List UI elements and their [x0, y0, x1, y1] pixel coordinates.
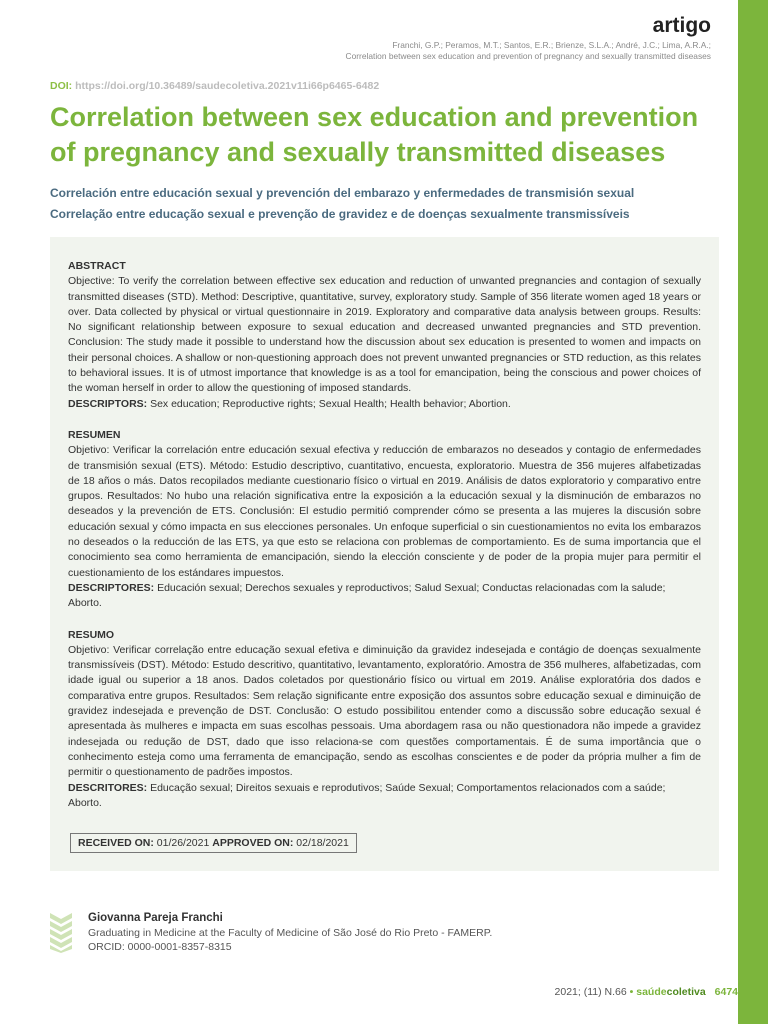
running-header	[346, 12, 711, 62]
dates-box	[70, 833, 357, 853]
title-portuguese: Correlação entre educação sexual e prevenção de gravidez e de doenças sexualmente transmissíveis	[50, 207, 630, 221]
descriptors-label: DESCRIPTORS:	[68, 397, 148, 410]
section-label: artigo	[652, 14, 711, 37]
abstract-section	[68, 259, 701, 412]
chevron-pattern-icon	[50, 913, 72, 953]
resumen-descriptors	[68, 581, 701, 612]
page-number: 6474	[714, 986, 738, 998]
author-name: Giovanna Pareja Franchi	[88, 912, 223, 924]
resumen-body: Objetivo: Verificar la correlación entre educación sexual efectiva y reducción de embarazos no deseados y contagio de enfermedades de transmisión sexual (ETS). Método: Estudio descriptivo, cuantitativo, encuesta, exploratorio. Muestra de 356 mujeres alfabetizadas de 18 años o más. Datos recopilados mediante cuestionario físico o virtual en 2019. Análisis de datos exploratorio y comparativo entre grupos. Resultados: No hubo una relación significativa entre la exposición a la educación sexual y la disminución de embarazos no deseados y la prevención de ETS. Conclusión: El estudio permitió comprender cómo se presenta a las mujeres la discusión sobre educación sexual y cómo impacta en sus elecciones personales. Un enfoque superficial o sin cuestionamientos no evita los embarazos no deseados o la reducción de las ETS, ya que esto se relaciona con problemas de comportamiento. Es de suma importancia que el conocimiento sea como herramienta de emancipación, siendo la elección consciente y de poder de la propia mujer para permitir el cuestionamiento de los estándares impuestos.	[68, 444, 701, 579]
resumo-descriptors	[68, 781, 701, 812]
author-info	[88, 910, 708, 954]
doi-line	[50, 80, 379, 92]
descriptores-text: Educación sexual; Derechos sexuales y reproductivos; Salud Sexual; Conductas relacionadas com la salude; Aborto.	[68, 581, 666, 610]
issue-info: 2021; (11) N.66	[554, 986, 627, 998]
received-date: 01/26/2021	[156, 837, 210, 849]
page-footer	[555, 986, 738, 998]
abstract-heading: ABSTRACT	[68, 260, 126, 272]
resumen-section	[68, 428, 701, 612]
doi-label: DOI:	[50, 80, 73, 92]
abstract-box	[50, 237, 719, 871]
footer-bullet: •	[629, 986, 634, 998]
approved-label: APPROVED ON:	[212, 837, 294, 849]
side-accent-bar	[738, 0, 768, 1024]
approved-date: 02/18/2021	[296, 837, 349, 849]
descriptores-label: DESCRIPTORES:	[68, 581, 155, 594]
resumo-body: Objetivo: Verificar correlação entre educação sexual efetiva e diminuição da gravidez indesejada e contágio de doenças sexualmente transmissíveis (DST). Método: Estudo descritivo, quantitativo, levantamento, exploratório. Amostra de 356 mulheres, alfabetizadas, com idade igual ou superior a 18 anos. Dados coletados por questionário físico ou virtual em 2019. Análise exploratória dos dados e comparativa entre grupos. Resultados: Sem relação significante entre exposição dos assuntos sobre educação sexual e diminuição de gravidez indesejada e prevenção de DST. Conclusão: O estudo possibilitou entender como a discussão sobre educação sexual é apresentada às mulheres e impacta em suas escolhas pessoais. Uma abordagem rasa ou não questionadora não impede a gravidez indesejada ou redução de DST, dado que isso relaciona-se com questões comportamentais. É de suma importância que o conhecimento esteja como uma ferramenta de emancipação, sendo as escolhas conscientes e de poder da própria mulher a fim de permitir o questionamento de padrões impostos.	[68, 643, 701, 779]
running-authors: Franchi, G.P.; Peramos, M.T.; Santos, E.R.; Brienze, S.L.A.; André, J.C.; Lima, A.R.A.;	[392, 40, 711, 50]
descriptors-text: Sex education; Reproductive rights; Sexual Health; Health behavior; Abortion.	[150, 397, 511, 410]
resumo-section	[68, 628, 701, 812]
abstract-descriptors	[68, 397, 701, 412]
running-title: Correlation between sex education and prevention of pregnancy and sexually transmitted diseases	[345, 51, 711, 61]
author-affiliation: Graduating in Medicine at the Faculty of Medicine of São José do Rio Preto - FAMERP.	[88, 927, 493, 939]
descritores-label: DESCRITORES:	[68, 781, 148, 794]
author-orcid: ORCID: 0000-0001-8357-8315	[88, 941, 232, 953]
doi-link[interactable]: https://doi.org/10.36489/saudecoletiva.2021v11i66p6465-6482	[75, 80, 380, 92]
resumo-heading: RESUMO	[68, 628, 115, 641]
journal-name-part2: coletiva	[666, 986, 706, 998]
article-title: Correlation between sex education and prevention of pregnancy and sexually transmitted diseases	[50, 102, 699, 167]
abstract-body: Objective: To verify the correlation between effective sex education and reduction of unwanted pregnancies and contagion of sexually transmitted diseases (STD). Method: Descriptive, quantitative, survey, exploratory study. Sample of 356 literate women aged 18 years or over. Data collected by physical or virtual questionnaire in 2019. Exploratory and comparative data analysis between groups. Results: No significant relationship between exposure to sexual education and decreased unwanted pregnancies and STD prevention. Conclusion: The study made it possible to understand how the discussion about sex education is presented to women and impacts on their personal choices. A shallow or non-questioning approach does not prevent unwanted pregnancies or STD reduction, as this relates to behavioral issues. It is of utmost importance that knowledge is as a tool for emancipation, being the conscious and power choices of the woman herself in order to allow the questioning of imposed standards.	[68, 275, 701, 395]
resumen-heading: RESUMEN	[68, 428, 121, 441]
title-spanish: Correlación entre educación sexual y prevención del embarazo y enfermedades de transmisión sexual	[50, 186, 635, 200]
descritores-text: Educação sexual; Direitos sexuais e reprodutivos; Saúde Sexual; Comportamentos relacionados com a saúde; Aborto.	[68, 781, 666, 809]
received-label: RECEIVED ON:	[78, 837, 154, 849]
journal-name-part1: saúde	[636, 986, 667, 998]
